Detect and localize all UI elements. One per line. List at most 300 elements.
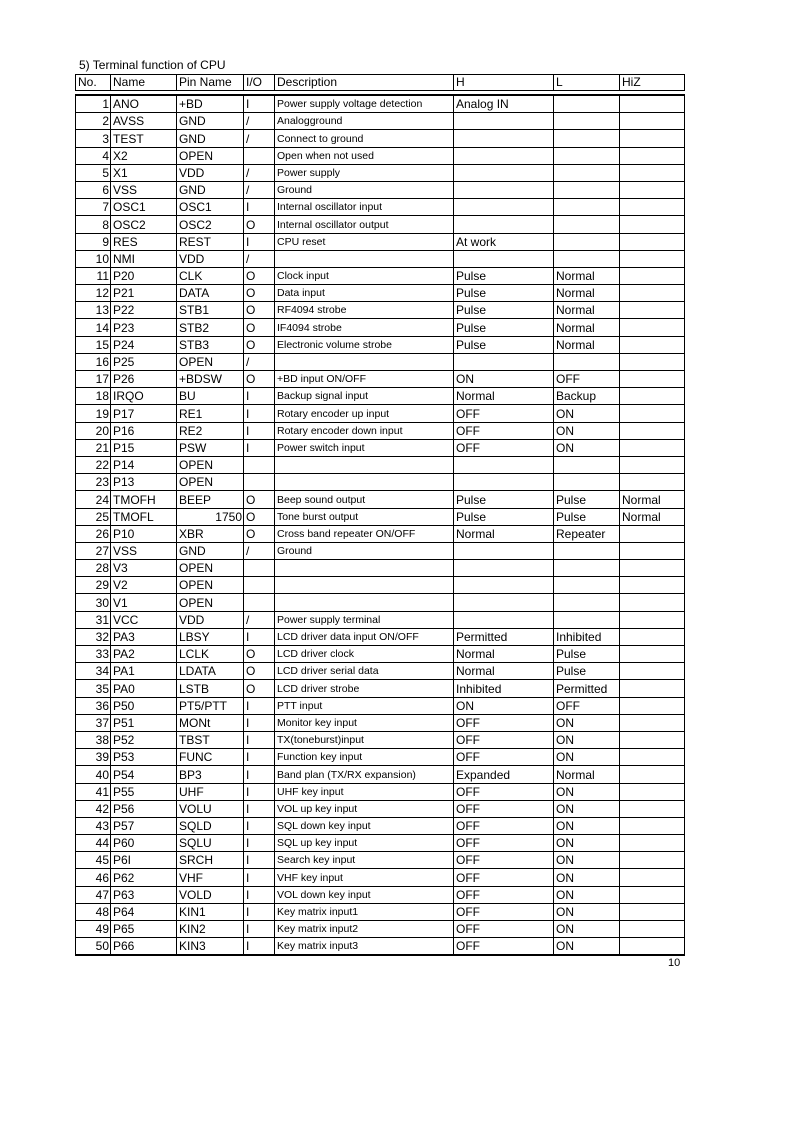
l-cell: Inhibited	[554, 628, 620, 645]
io-cell: I	[244, 439, 275, 456]
l-cell: ON	[554, 439, 620, 456]
h-cell	[454, 199, 554, 216]
hiz-cell	[620, 731, 685, 748]
column-header-description: Description	[275, 75, 454, 91]
io-cell: I	[244, 886, 275, 903]
name-cell: P24	[111, 336, 177, 353]
header-row	[76, 75, 685, 91]
table-row	[76, 835, 685, 852]
description-cell: Clock input	[275, 267, 454, 284]
pin-number-cell: 4	[76, 147, 111, 164]
name-cell: TMOFH	[111, 491, 177, 508]
description-cell	[275, 250, 454, 267]
hiz-cell	[620, 474, 685, 491]
h-cell	[454, 456, 554, 473]
pin-name-cell: UHF	[177, 783, 244, 800]
pin-name-cell: VOLD	[177, 886, 244, 903]
hiz-cell: Normal	[620, 491, 685, 508]
pin-name-cell: DATA	[177, 285, 244, 302]
pin-name-cell: VDD	[177, 611, 244, 628]
table-row	[76, 628, 685, 645]
io-cell: I	[244, 388, 275, 405]
io-cell: O	[244, 216, 275, 233]
hiz-cell	[620, 130, 685, 147]
description-cell: SQL down key input	[275, 817, 454, 834]
description-cell	[275, 594, 454, 611]
table-row	[76, 611, 685, 628]
io-cell	[244, 577, 275, 594]
name-cell: P51	[111, 714, 177, 731]
table-row	[76, 783, 685, 800]
name-cell: P52	[111, 731, 177, 748]
pin-number-cell: 20	[76, 422, 111, 439]
l-cell	[554, 456, 620, 473]
h-cell	[454, 181, 554, 198]
h-cell: OFF	[454, 886, 554, 903]
table-row	[76, 216, 685, 233]
io-cell: I	[244, 869, 275, 886]
pin-name-cell: VHF	[177, 869, 244, 886]
h-cell: At work	[454, 233, 554, 250]
l-cell: Permitted	[554, 680, 620, 697]
pin-number-cell: 42	[76, 800, 111, 817]
h-cell: Pulse	[454, 267, 554, 284]
io-cell: I	[244, 405, 275, 422]
description-cell: CPU reset	[275, 233, 454, 250]
io-cell: I	[244, 95, 275, 113]
description-cell: Internal oscillator input	[275, 199, 454, 216]
h-cell: Analog IN	[454, 95, 554, 113]
table-row	[76, 302, 685, 319]
description-cell	[275, 560, 454, 577]
name-cell: V1	[111, 594, 177, 611]
pin-number-cell: 32	[76, 628, 111, 645]
l-cell: Pulse	[554, 663, 620, 680]
pin-name-cell: STB2	[177, 319, 244, 336]
table-row	[76, 199, 685, 216]
description-cell: Tone burst output	[275, 508, 454, 525]
io-cell: I	[244, 766, 275, 783]
table-row	[76, 800, 685, 817]
pin-name-cell: LBSY	[177, 628, 244, 645]
io-cell: I	[244, 835, 275, 852]
h-cell: Expanded	[454, 766, 554, 783]
l-cell: ON	[554, 800, 620, 817]
pin-number-cell: 1	[76, 95, 111, 113]
pin-number-cell: 14	[76, 319, 111, 336]
description-cell: TX(toneburst)input	[275, 731, 454, 748]
pin-number-cell: 34	[76, 663, 111, 680]
io-cell: O	[244, 646, 275, 663]
name-cell: P60	[111, 835, 177, 852]
hiz-cell	[620, 594, 685, 611]
io-cell: O	[244, 285, 275, 302]
l-cell: Pulse	[554, 491, 620, 508]
pin-name-cell: BU	[177, 388, 244, 405]
h-cell: OFF	[454, 835, 554, 852]
table-row	[76, 353, 685, 370]
table-row	[76, 285, 685, 302]
h-cell	[454, 594, 554, 611]
pin-name-cell: OPEN	[177, 474, 244, 491]
h-cell: OFF	[454, 405, 554, 422]
l-cell: ON	[554, 405, 620, 422]
description-cell: Ground	[275, 542, 454, 559]
io-cell: O	[244, 302, 275, 319]
h-cell	[454, 474, 554, 491]
pin-number-cell: 26	[76, 525, 111, 542]
pin-number-cell: 11	[76, 267, 111, 284]
pin-name-cell: SQLD	[177, 817, 244, 834]
pin-number-cell: 46	[76, 869, 111, 886]
h-cell: Normal	[454, 388, 554, 405]
hiz-cell	[620, 371, 685, 388]
io-cell: I	[244, 731, 275, 748]
description-cell: LCD driver clock	[275, 646, 454, 663]
l-cell: Normal	[554, 267, 620, 284]
pin-name-cell: +BD	[177, 95, 244, 113]
name-cell: P57	[111, 817, 177, 834]
l-cell	[554, 199, 620, 216]
pin-number-cell: 44	[76, 835, 111, 852]
pin-number-cell: 13	[76, 302, 111, 319]
pin-number-cell: 19	[76, 405, 111, 422]
name-cell: IRQO	[111, 388, 177, 405]
description-cell: Open when not used	[275, 147, 454, 164]
name-cell: P54	[111, 766, 177, 783]
pin-number-cell: 30	[76, 594, 111, 611]
h-cell: Permitted	[454, 628, 554, 645]
pin-number-cell: 41	[76, 783, 111, 800]
hiz-cell	[620, 233, 685, 250]
pin-number-cell: 45	[76, 852, 111, 869]
table-row	[76, 817, 685, 834]
name-cell: V2	[111, 577, 177, 594]
description-cell: VHF key input	[275, 869, 454, 886]
l-cell: Normal	[554, 285, 620, 302]
hiz-cell	[620, 663, 685, 680]
hiz-cell	[620, 388, 685, 405]
name-cell: TEST	[111, 130, 177, 147]
hiz-cell	[620, 869, 685, 886]
pin-number-cell: 10	[76, 250, 111, 267]
pin-number-cell: 2	[76, 113, 111, 130]
name-cell: P65	[111, 921, 177, 938]
pin-number-cell: 28	[76, 560, 111, 577]
hiz-cell	[620, 903, 685, 920]
h-cell: OFF	[454, 749, 554, 766]
pin-name-cell: XBR	[177, 525, 244, 542]
name-cell: VCC	[111, 611, 177, 628]
h-cell: OFF	[454, 714, 554, 731]
column-header-name: Name	[111, 75, 177, 91]
description-cell: PTT input	[275, 697, 454, 714]
l-cell: Pulse	[554, 646, 620, 663]
pin-name-cell: OPEN	[177, 353, 244, 370]
h-cell: OFF	[454, 800, 554, 817]
l-cell	[554, 611, 620, 628]
pin-name-cell: RE1	[177, 405, 244, 422]
io-cell: O	[244, 371, 275, 388]
description-cell	[275, 577, 454, 594]
pin-name-cell: PSW	[177, 439, 244, 456]
terminal-function-table	[75, 74, 685, 956]
l-cell	[554, 250, 620, 267]
io-cell: I	[244, 938, 275, 956]
table-row	[76, 766, 685, 783]
description-cell: Power switch input	[275, 439, 454, 456]
table-row	[76, 474, 685, 491]
io-cell: /	[244, 353, 275, 370]
description-cell: +BD input ON/OFF	[275, 371, 454, 388]
name-cell: PA2	[111, 646, 177, 663]
table-row	[76, 439, 685, 456]
name-cell: P56	[111, 800, 177, 817]
io-cell: I	[244, 817, 275, 834]
h-cell: Inhibited	[454, 680, 554, 697]
name-cell: VSS	[111, 542, 177, 559]
hiz-cell	[620, 456, 685, 473]
io-cell: /	[244, 130, 275, 147]
io-cell: /	[244, 113, 275, 130]
hiz-cell	[620, 766, 685, 783]
pin-name-cell: GND	[177, 181, 244, 198]
description-cell: Function key input	[275, 749, 454, 766]
pin-name-cell: PT5/PTT	[177, 697, 244, 714]
io-cell	[244, 456, 275, 473]
name-cell: P17	[111, 405, 177, 422]
h-cell	[454, 560, 554, 577]
description-cell	[275, 353, 454, 370]
table-row	[76, 749, 685, 766]
name-cell: X1	[111, 164, 177, 181]
name-cell: PA1	[111, 663, 177, 680]
table-row	[76, 697, 685, 714]
pin-name-cell: SRCH	[177, 852, 244, 869]
pin-number-cell: 3	[76, 130, 111, 147]
table-row	[76, 147, 685, 164]
description-cell: Monitor key input	[275, 714, 454, 731]
pin-name-cell: 1750	[177, 508, 244, 525]
table-row	[76, 491, 685, 508]
l-cell: ON	[554, 422, 620, 439]
description-cell: Ground	[275, 181, 454, 198]
io-cell: O	[244, 267, 275, 284]
column-header-io: I/O	[244, 75, 275, 91]
l-cell: Normal	[554, 766, 620, 783]
pin-name-cell: OPEN	[177, 147, 244, 164]
table-row	[76, 422, 685, 439]
name-cell: P21	[111, 285, 177, 302]
pin-number-cell: 25	[76, 508, 111, 525]
io-cell	[244, 147, 275, 164]
pin-name-cell: BP3	[177, 766, 244, 783]
h-cell	[454, 147, 554, 164]
hiz-cell	[620, 319, 685, 336]
hiz-cell	[620, 113, 685, 130]
pin-number-cell: 38	[76, 731, 111, 748]
hiz-cell	[620, 800, 685, 817]
io-cell: I	[244, 903, 275, 920]
h-cell: OFF	[454, 817, 554, 834]
hiz-cell	[620, 199, 685, 216]
name-cell: P62	[111, 869, 177, 886]
name-cell: P16	[111, 422, 177, 439]
l-cell	[554, 542, 620, 559]
name-cell: P55	[111, 783, 177, 800]
table-row	[76, 646, 685, 663]
pin-name-cell: SQLU	[177, 835, 244, 852]
io-cell: I	[244, 422, 275, 439]
io-cell: I	[244, 852, 275, 869]
io-cell: /	[244, 164, 275, 181]
table-row	[76, 577, 685, 594]
io-cell	[244, 560, 275, 577]
pin-name-cell: +BDSW	[177, 371, 244, 388]
description-cell: Data input	[275, 285, 454, 302]
table-row	[76, 594, 685, 611]
pin-name-cell: STB3	[177, 336, 244, 353]
table-row	[76, 525, 685, 542]
l-cell: OFF	[554, 697, 620, 714]
l-cell	[554, 216, 620, 233]
pin-number-cell: 18	[76, 388, 111, 405]
pin-name-cell: GND	[177, 113, 244, 130]
description-cell	[275, 456, 454, 473]
pin-number-cell: 24	[76, 491, 111, 508]
description-cell: Beep sound output	[275, 491, 454, 508]
description-cell: Key matrix input1	[275, 903, 454, 920]
hiz-cell	[620, 216, 685, 233]
hiz-cell	[620, 250, 685, 267]
pin-name-cell: STB1	[177, 302, 244, 319]
table-row	[76, 508, 685, 525]
pin-name-cell: GND	[177, 542, 244, 559]
io-cell	[244, 594, 275, 611]
hiz-cell	[620, 181, 685, 198]
l-cell	[554, 353, 620, 370]
pin-number-cell: 6	[76, 181, 111, 198]
pin-number-cell: 21	[76, 439, 111, 456]
h-cell: ON	[454, 697, 554, 714]
name-cell: AVSS	[111, 113, 177, 130]
l-cell: ON	[554, 817, 620, 834]
h-cell: Pulse	[454, 285, 554, 302]
pin-name-cell: FUNC	[177, 749, 244, 766]
io-cell: O	[244, 319, 275, 336]
name-cell: TMOFL	[111, 508, 177, 525]
h-cell: Normal	[454, 646, 554, 663]
h-cell: Pulse	[454, 336, 554, 353]
name-cell: P53	[111, 749, 177, 766]
pin-number-cell: 37	[76, 714, 111, 731]
name-cell: RES	[111, 233, 177, 250]
io-cell: I	[244, 921, 275, 938]
l-cell: Normal	[554, 319, 620, 336]
io-cell: O	[244, 336, 275, 353]
pin-name-cell: LCLK	[177, 646, 244, 663]
l-cell	[554, 147, 620, 164]
hiz-cell	[620, 714, 685, 731]
pin-number-cell: 15	[76, 336, 111, 353]
hiz-cell	[620, 405, 685, 422]
pin-number-cell: 5	[76, 164, 111, 181]
l-cell	[554, 130, 620, 147]
h-cell: OFF	[454, 869, 554, 886]
table-row	[76, 371, 685, 388]
description-cell: VOL down key input	[275, 886, 454, 903]
hiz-cell	[620, 525, 685, 542]
pin-number-cell: 49	[76, 921, 111, 938]
description-cell: VOL up key input	[275, 800, 454, 817]
description-cell: LCD driver strobe	[275, 680, 454, 697]
l-cell: ON	[554, 852, 620, 869]
pin-number-cell: 7	[76, 199, 111, 216]
h-cell	[454, 113, 554, 130]
table-row	[76, 714, 685, 731]
hiz-cell	[620, 938, 685, 956]
l-cell	[554, 577, 620, 594]
l-cell: ON	[554, 783, 620, 800]
h-cell: OFF	[454, 439, 554, 456]
pin-name-cell: KIN3	[177, 938, 244, 956]
pin-name-cell: VDD	[177, 250, 244, 267]
hiz-cell	[620, 542, 685, 559]
description-cell: Analogground	[275, 113, 454, 130]
h-cell: OFF	[454, 903, 554, 920]
l-cell	[554, 474, 620, 491]
l-cell	[554, 95, 620, 113]
pin-number-cell: 36	[76, 697, 111, 714]
hiz-cell	[620, 680, 685, 697]
pin-number-cell: 48	[76, 903, 111, 920]
page-number: 10	[668, 957, 681, 969]
table-row	[76, 319, 685, 336]
column-header-no: No.	[76, 75, 111, 91]
h-cell: Pulse	[454, 508, 554, 525]
description-cell: Internal oscillator output	[275, 216, 454, 233]
hiz-cell	[620, 921, 685, 938]
pin-number-cell: 8	[76, 216, 111, 233]
hiz-cell	[620, 353, 685, 370]
table-row	[76, 542, 685, 559]
hiz-cell	[620, 749, 685, 766]
pin-name-cell: RE2	[177, 422, 244, 439]
hiz-cell	[620, 439, 685, 456]
pin-number-cell: 33	[76, 646, 111, 663]
name-cell: ANO	[111, 95, 177, 113]
hiz-cell	[620, 611, 685, 628]
name-cell: P15	[111, 439, 177, 456]
io-cell: I	[244, 749, 275, 766]
io-cell: O	[244, 491, 275, 508]
name-cell: X2	[111, 147, 177, 164]
table-row	[76, 869, 685, 886]
h-cell: ON	[454, 371, 554, 388]
h-cell	[454, 353, 554, 370]
description-cell: Key matrix input3	[275, 938, 454, 956]
l-cell: ON	[554, 938, 620, 956]
pin-name-cell: TBST	[177, 731, 244, 748]
description-cell: Cross band repeater ON/OFF	[275, 525, 454, 542]
io-cell: I	[244, 714, 275, 731]
io-cell: I	[244, 199, 275, 216]
l-cell	[554, 181, 620, 198]
pin-name-cell: OSC1	[177, 199, 244, 216]
hiz-cell	[620, 422, 685, 439]
table-row	[76, 113, 685, 130]
name-cell: P66	[111, 938, 177, 956]
